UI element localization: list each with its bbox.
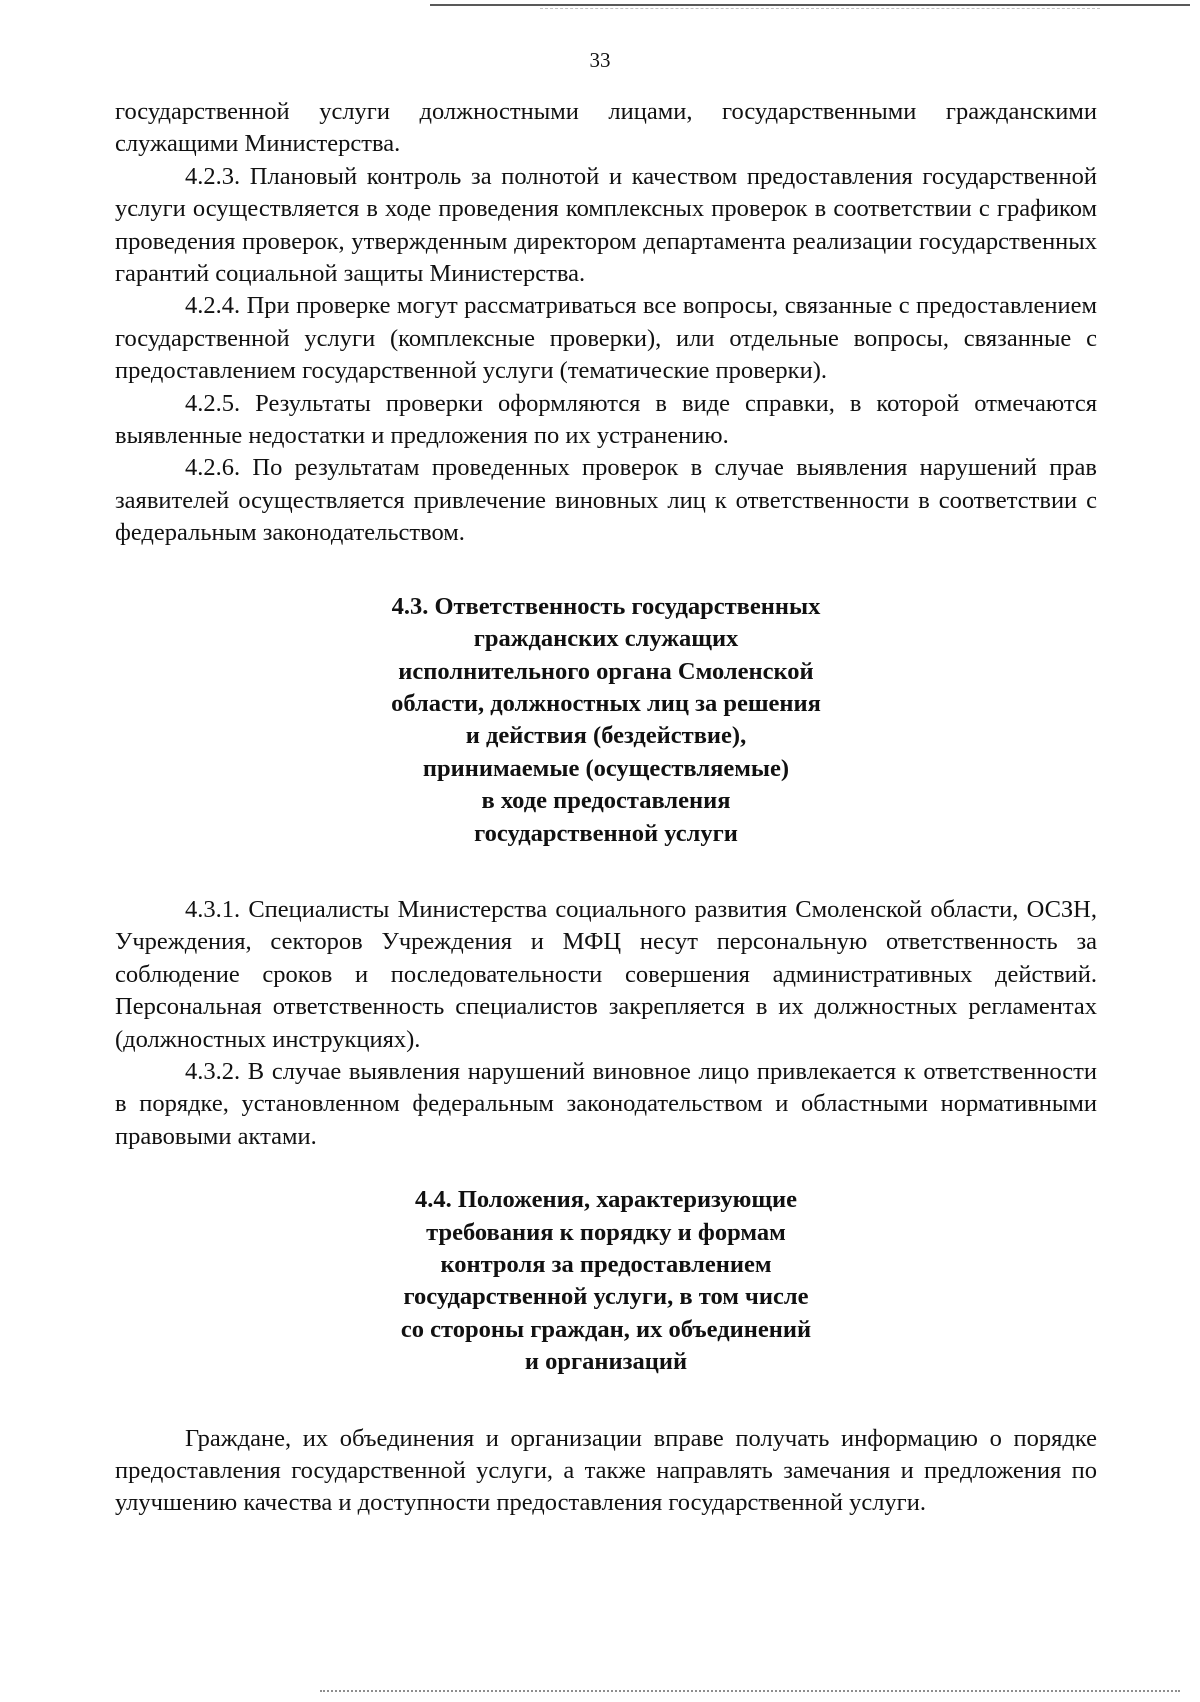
heading-line: гражданских служащих: [473, 625, 739, 653]
heading-line: со стороны граждан, их объединений: [400, 1315, 812, 1343]
paragraph-4-2-4: 4.2.4. При проверке могут рассматриваться все вопросы, связанные с предоставлением государственной услуги (комплексные проверки), или отдельные вопросы, связанные с предоставлением государственной услуги (тематические проверки).: [115, 292, 1097, 385]
heading-line: области, должностных лиц за решения: [391, 689, 821, 717]
scan-artifact-top: [430, 4, 1190, 6]
paragraph-continuation: государственной услуги должностными лицами, государственными гражданскими служащими Министерства.: [115, 98, 1097, 158]
page-number: 33: [589, 48, 611, 72]
paragraph-4-2-5: 4.2.5. Результаты проверки оформляются в виде справки, в которой отмечаются выявленные недостатки и предложения по их устранению.: [115, 389, 1097, 450]
heading-line: 4.4. Положения, характеризующие: [414, 1186, 798, 1214]
document-body: [115, 96, 1097, 1520]
paragraph-4-2-6: 4.2.6. По результатам проведенных проверок в случае выявления нарушений прав заявителей осуществляется привлечение виновных лиц к ответственности в соответствии с федеральным законодательством.: [115, 454, 1097, 547]
heading-line: государственной услуги: [474, 819, 738, 847]
heading-line: принимаемые (осуществляемые): [422, 754, 790, 782]
heading-line: и действия (бездействие),: [465, 722, 747, 750]
section-heading-4-3: [115, 591, 1097, 850]
paragraph-4-3-2: 4.3.2. В случае выявления нарушений виновное лицо привлекается к ответственности в порядке, установленном федеральным законодательством и областными нормативными правовыми актами.: [115, 1057, 1097, 1150]
paragraph-4-4: Граждане, их объединения и организации вправе получать информацию о порядке предоставления государственной услуги, а также направлять замечания и предложения по улучшению качества и доступности предоставления государственной услуги.: [115, 1424, 1097, 1517]
heading-line: и организаций: [524, 1348, 688, 1376]
section-heading-4-4: [115, 1184, 1097, 1378]
paragraph-4-3-1: 4.3.1. Специалисты Министерства социального развития Смоленской области, ОСЗН, Учреждения, секторов Учреждения и МФЦ несут персональную ответственность за соблюдение сроков и последовательности совершения административных действий. Персональная ответственность специалистов закрепляется в их должностных регламентах (должностных инструкциях).: [115, 895, 1097, 1053]
heading-line: в ходе предоставления: [481, 787, 731, 815]
heading-line: контроля за предоставлением: [440, 1251, 772, 1278]
scan-artifact-top-secondary: [540, 8, 1100, 9]
heading-line: исполнительного органа Смоленской: [398, 657, 814, 685]
heading-line: требования к порядку и формам: [426, 1218, 786, 1246]
paragraph-4-2-3: 4.2.3. Плановый контроль за полнотой и качеством предоставления государственной услуги осуществляется в ходе проведения комплексных проверок в соответствии с графиком проведения проверок, утвержденным директором департамента реализации государственных гарантий социальной защиты Министерства.: [115, 162, 1097, 288]
scan-artifact-bottom: [320, 1690, 1180, 1692]
heading-line: 4.3. Ответственность государственных: [391, 592, 821, 620]
heading-line: государственной услуги, в том числе: [403, 1283, 809, 1311]
